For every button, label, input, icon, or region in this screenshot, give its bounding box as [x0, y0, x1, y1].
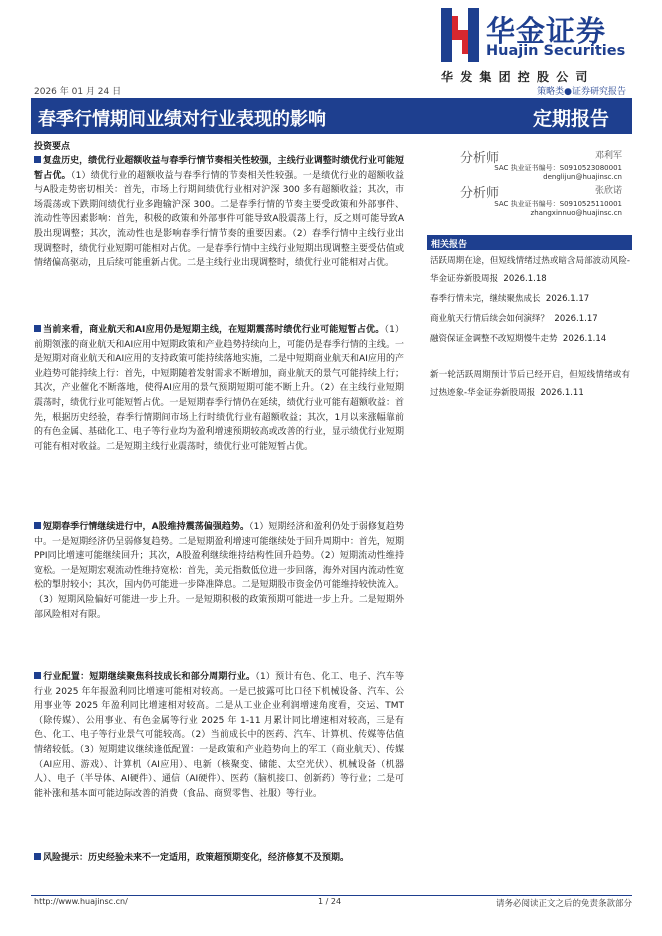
bullet-icon	[34, 156, 41, 163]
analyst-email[interactable]: zhangxinnuo@huajinsc.cn	[530, 209, 622, 217]
group-name: 华发集团控股公司	[441, 70, 595, 84]
related-report-date: 2026.1.14	[562, 334, 607, 344]
related-report-date: 2026.1.17	[554, 314, 598, 324]
bullet-icon	[34, 672, 41, 679]
report-type: 定期报告	[533, 108, 610, 130]
key-point-lead: 行业配置：短期继续聚焦科技成长和部分周期行业。	[43, 672, 256, 682]
related-report-text: 融资保证金调整不改短期慢牛走势	[430, 334, 558, 344]
key-point-1	[34, 154, 404, 271]
related-report-item[interactable]	[430, 310, 630, 328]
related-report-item[interactable]	[430, 330, 630, 348]
related-report-date: 2026.1.18	[503, 274, 547, 284]
key-point-2	[34, 323, 404, 454]
report-title: 春季行情期间业绩对行业表现的影响	[38, 109, 326, 130]
key-point-4	[34, 670, 404, 801]
analyst-label: 分析师	[460, 151, 500, 166]
bullet-icon	[34, 522, 41, 529]
bullet-icon	[34, 325, 41, 332]
related-report-text: 春季行情未完，继续聚焦成长	[430, 294, 541, 304]
related-report-item[interactable]	[430, 252, 630, 288]
related-report-item[interactable]	[430, 366, 630, 402]
analyst-name: 邓利军	[594, 151, 622, 161]
related-report-date: 2026.1.17	[545, 294, 590, 304]
key-point-lead: 风险提示：历史经验未来不一定适用，政策超预期变化，经济修复不及预期。	[43, 853, 350, 863]
related-report-item[interactable]	[430, 290, 630, 308]
key-point-3	[34, 520, 404, 622]
huajin-logo-icon	[441, 8, 479, 62]
key-point-lead: 复盘历史，绩优行业超额收益与春季行情节奏相关性较强，主线行业调整时绩优行业可能短暂占优。	[34, 156, 404, 181]
related-report-date: 2026.1.11	[540, 388, 584, 398]
related-reports-title: 相关报告	[431, 240, 468, 250]
footer-divider	[31, 895, 632, 896]
analyst-sac: SAC 执业证书编号：S0910523080001	[494, 164, 622, 172]
related-report-text: 活跃周期在途，但短线情绪过热或暗含局部波动风险-华金证券新股周报	[430, 256, 630, 284]
analyst-name: 张欣诺	[594, 186, 622, 196]
analyst-sac: SAC 执业证书编号：S0910525110001	[494, 200, 622, 208]
key-point-5	[34, 851, 404, 866]
key-point-body: （1）绩优行业的超额收益与春季行情的节奏相关性较强。一是绩优行业的超额收益与A股走势密切相关：首先，市场上行期间绩优行业相对沪深 300 多有超额收益；其次，市场震荡或下跌期间绩优行业多跑输沪深 300。二是春季行情的节奏主要受政策和外部事件、流动性等因素影响：首先，积极的政策和外部事件可能导致A股震荡上行，反之则可能导致A股出现调整；其次，流动性也是影响春季行情节奏的重要因素。（2）春季行情中主线行业出现调整时，绩优行业短期可能相对占优。一是春季行情中主线行业短期出现调整主要受估值或情绪偏高驱动，且后续可能重新占优。二是主线行业出现调整时，绩优行业可能相对占优。	[34, 170, 404, 269]
key-point-body: （1）短期经济和盈利仍处于弱修复趋势中。一是短期经济仍呈弱修复趋势。二是短期盈利增速可能继续处于回升周期中：首先，短期PPI同比增速可能继续回升；其次，A股盈利继续维持结构性回升趋势。（2）短期流动性维持宽松。一是短期宏观流动性维持宽松：首先，美元指数低位进一步回落，海外对国内流动性宽松的掣肘较小；其次，国内仍可能进一步降准降息。二是短期股市资金仍可能维持较快流入。（3）短期风险偏好可能进一步上升。一是短期积极的政策预期可能进一步上升。二是短期外部风险相对有限。	[34, 522, 405, 620]
key-point-body: （1）前期领涨的商业航天和AI应用中短期政策和产业趋势持续向上，可能仍是春季行情的主线。一是短期对商业航天和AI应用的支持政策可能持续落地实施，二是中短期商业航天和AI应用的产业趋势可能持续上行：首先，中短期随着发射需求不断增加，商业航天的景气可能持续上行；其次，产业催化不断落地，使得AI应用的景气预期短期可能不断上升。（2）在主线行业短期震荡时，绩优行业可能短暂占优。一是短期春季行情仍在延续，绩优行业可能有超额收益：首先，根据历史经验，春季行情期间市场上行时绩优行业有超额收益；其次，1月以来涨幅靠前的有色金属、基础化工、电子等行业均为盈利增速预期较高或改善的行业，显示绩优行业短期可能有相对收益。二是短期主线行业震荡时，绩优行业可能短暂占优。	[34, 325, 404, 452]
analyst-label: 分析师	[460, 186, 500, 201]
brand-name-cn: 华金证券	[486, 14, 607, 48]
key-point-body: （1）预计有色、化工、电子、汽车等行业 2025 年年报盈利同比增速可能相对较高。一是已披露可比口径下机械设备、汽车、公用事业等 2025 年盈利同比增速相对较高。二是从工业企业利润增速角度看，交运、TMT（除传媒）、公用事业、有色金属等行业 2025 年 1-11 月累计同比增速相对较高，三是有色、化工、电子等行业景气可能较高。（2）当前成长中的医药、汽车、计算机、传媒等估值情绪较低。（3）短期建议继续逢低配置：一是政策和产业趋势向上的军工（商业航天）、传媒（AI应用、游戏）、计算机（AI应用）、电新（核聚变、储能、太空光伏）、机械设备（机器人）、电子（半导体、AI硬件）、通信（AI硬件）、医药（脑机接口、创新药）等行业；二是可能补涨和基本面可能边际改善的消费（食品、商贸零售、社服）等行业。	[34, 672, 404, 799]
report-date: 2026 年 01 月 24 日	[34, 87, 122, 97]
related-report-text: 商业航天行情后续会如何演绎？	[430, 314, 550, 324]
bullet-icon	[34, 853, 41, 860]
footer-url-link[interactable]: http://www.huajinsc.cn/	[34, 897, 128, 906]
key-point-lead: 当前来看，商业航天和AI应用仍是短期主线，在短期震荡时绩优行业可能短暂占优。	[43, 325, 385, 335]
section-heading: 投资要点	[34, 142, 71, 152]
footer-disclaimer: 请务必阅读正文之后的免责条款部分	[495, 899, 632, 909]
analyst-email[interactable]: denglijun@huajinsc.cn	[543, 173, 622, 181]
brand-name-en: Huajin Securities	[486, 43, 626, 59]
related-report-text: 新一轮活跃周期预计节后已经开启，但短线情绪或有过热迹象-华金证券新股周报	[430, 370, 630, 398]
key-point-lead: 短期春季行情继续进行中，A股维持震荡偏强趋势。	[43, 522, 250, 532]
report-category: 策略类●证券研究报告	[537, 87, 626, 97]
page-number: 1 / 24	[318, 897, 342, 906]
